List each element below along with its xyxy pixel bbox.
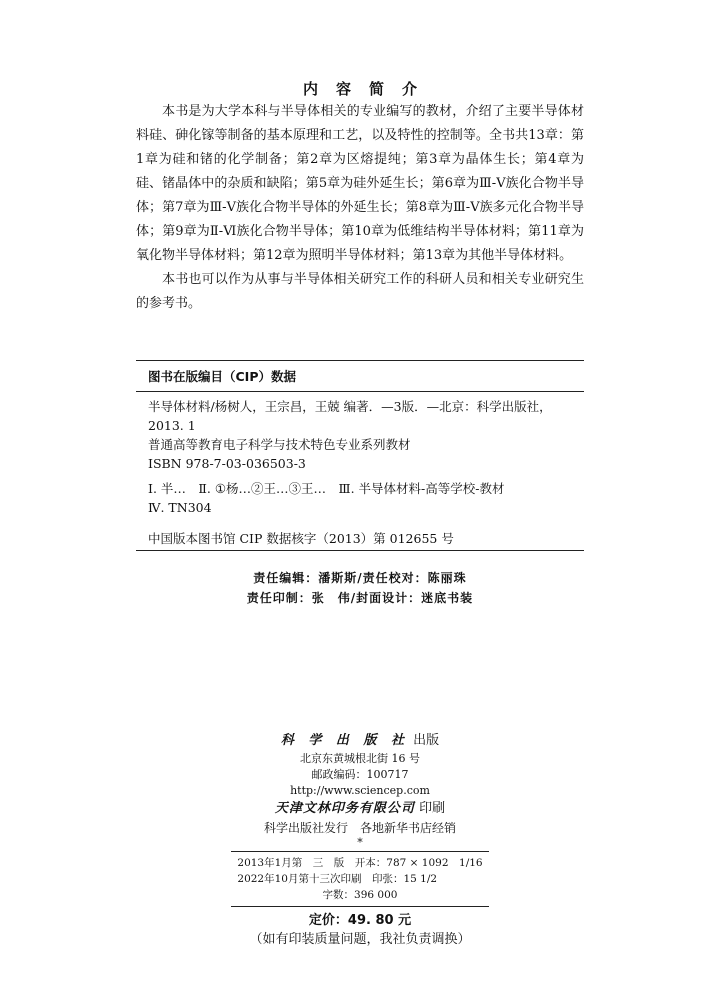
cip-number: 中国版本图书馆 CIP 数据核字（2013）第 012655 号 — [136, 527, 584, 551]
imprint — [0, 731, 720, 951]
cip-header: 图书在版编目（CIP）数据 — [136, 360, 584, 392]
publisher-suffix: 出版 — [413, 733, 440, 748]
price: 定价：49. 80 元 — [308, 913, 412, 928]
title-char: 介 — [402, 80, 418, 98]
cip-classification-1: Ⅰ. 半… Ⅱ. ①杨…②王…③王… Ⅲ. 半导体材料-高等学校-教材 — [148, 481, 505, 496]
website: http://www.sciencep.com — [290, 784, 430, 797]
title-char: 内 — [302, 80, 318, 98]
page-title — [0, 78, 720, 99]
distribution: 科学出版社发行 各地新华书店经销 — [263, 821, 456, 835]
cip-isbn: ISBN 978-7-03-036503-3 — [148, 456, 306, 471]
printer-line — [0, 799, 720, 819]
printer-suffix: 印刷 — [419, 801, 446, 816]
word-count: 字数：396 000 — [322, 889, 398, 901]
intro-paragraph-1: 本书是为大学本科与半导体相关的专业编写的教材，介绍了主要半导体材料硅、砷化镓等制备的基本原理和工艺，以及特性的控制等。全书共13章：第1章为硅和锗的化学制备；第2章为区熔提纯；第3章为晶体生长；第4章为硅、锗晶体中的杂质和缺陷；第5章为硅外延生长；第6章为Ⅲ-Ⅴ族化合物半导体；第7章为Ⅲ-Ⅴ族化合物半导体的外延生长；第8章为Ⅲ-Ⅴ族多元化合物半导体；第9章为Ⅱ-Ⅵ族化合物半导体；第10章为低维结构半导体材料；第11章为氧化物半导体材料；第12章为照明半导体材料；第13章为其他半导体材料。 — [136, 104, 584, 263]
cip-series: 普通高等教育电子科学与技术特色专业系列教材 — [148, 437, 411, 452]
introduction — [136, 100, 584, 316]
title-char: 简 — [369, 80, 385, 98]
publisher-name: 科 学 出 版 社 — [280, 733, 409, 748]
publisher-address: 北京东黄城根北街 16 号 — [300, 752, 420, 765]
cip-classification-2: Ⅳ. TN304 — [148, 500, 212, 515]
credits — [0, 568, 720, 608]
cip-data — [136, 397, 584, 551]
edition-line: 2013年1月第 三 版 开本：787 × 1092 1/16 — [237, 857, 483, 869]
printing-line: 2022年10月第十三次印刷 印张：15 1/2 — [237, 873, 438, 885]
printer-name: 天津文林印务有限公司 — [274, 801, 415, 816]
publisher-line — [0, 731, 720, 751]
credits-line-2: 责任印制：张 伟/封面设计：迷底书装 — [246, 591, 474, 605]
credits-line-1: 责任编辑：潘斯斯/责任校对：陈丽珠 — [253, 571, 467, 585]
edition-specs — [231, 851, 488, 907]
separator-star: * — [357, 836, 363, 849]
cip-description: 半导体材料/杨树人，王宗昌，王兢 编著．—3版．—北京：科学出版社，2013. 1 — [148, 399, 552, 433]
title-char: 容 — [335, 80, 351, 98]
postcode: 邮政编码：100717 — [311, 768, 409, 781]
quality-notice: （如有印装质量问题，我社负责调换） — [249, 932, 471, 947]
intro-paragraph-2: 本书也可以作为从事与半导体相关研究工作的科研人员和相关专业研究生的参考书。 — [136, 272, 584, 311]
